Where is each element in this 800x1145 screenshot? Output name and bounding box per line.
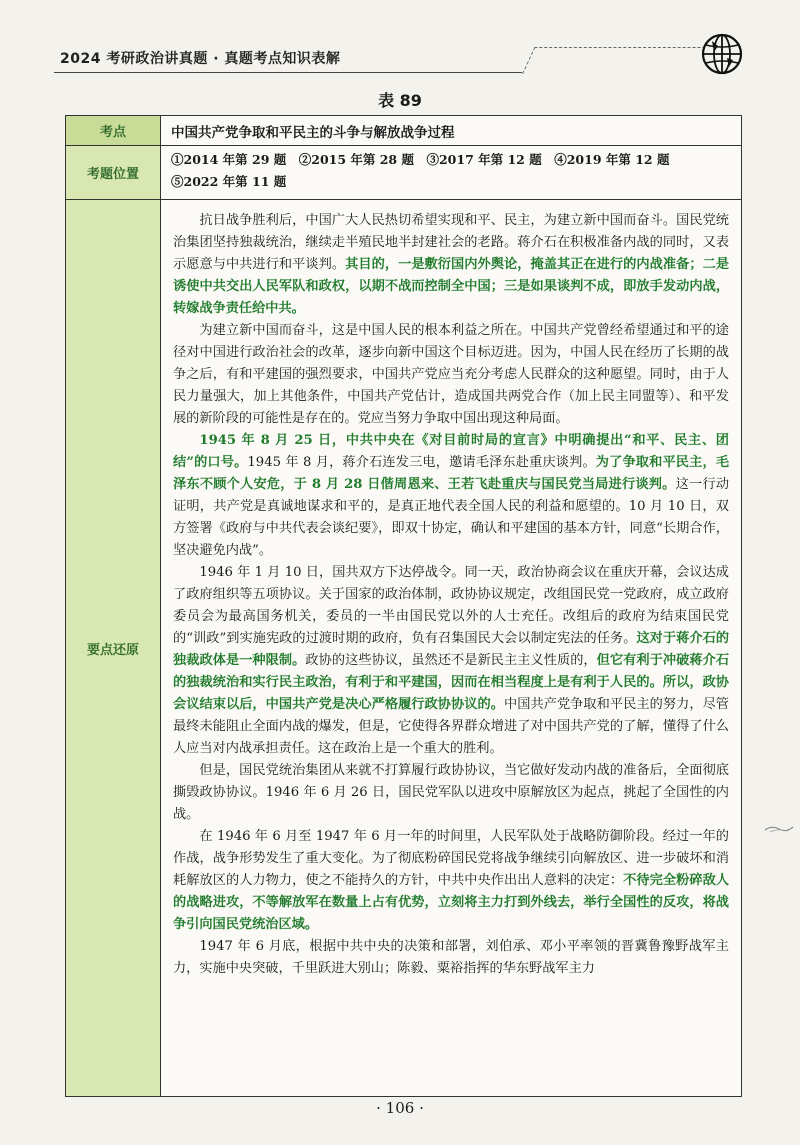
body-text: 中国共产党争取和平民主的努力，尽管最终未能阻止全面内战的爆发，但是，它使得各界群众增进了对中国共产党的了解，懂得了什么人应当对内战承担责任。这在政治上是一个重大的胜利。 [173, 697, 729, 756]
position-line: ⑤2022 年第 11 题 [171, 174, 287, 189]
body-text: 抗日战争胜利后，中国广大人民热切希望实现和平、民主，为建立新中国而奋斗。国民党统治集团坚持独裁统治，继续走半殖民地半封建社会的老路。蒋介石在积极准备内战的同时，又表示愿意与中共进行和平谈判。 [173, 213, 729, 272]
page-header [54, 32, 744, 77]
position-line: ①2014 年第 29 题 ②2015 年第 28 题 ③2017 年第 12 题 ④2019 年第 12 题 [171, 152, 670, 167]
content-label: 要点还原 [66, 200, 161, 1097]
position-label: 考题位置 [66, 146, 161, 200]
topic-value: 中国共产党争取和平民主的斗争与解放战争过程 [161, 116, 742, 146]
globe-icon [700, 32, 744, 76]
highlighted-text: 二是诱使中共交出人民军队和政权，以期不战而控制全中国； [173, 257, 730, 294]
header-rule [54, 72, 522, 73]
topic-row [66, 116, 742, 146]
body-text: 这一行动证明，共产党是真诚地谋求和平的，是真正地代表全国人民的利益和愿望的。10 月 10 日，双方签署《政府与中共代表会谈纪要》，即双十协定，确认和平建国的基本方针，同意“长期合作，坚决避免内战”。 [173, 477, 730, 558]
highlighted-text: 这对于蒋介石的独裁政体是一种限制。 [173, 631, 730, 668]
body-paragraph [173, 210, 729, 320]
position-row [66, 146, 742, 200]
highlighted-text: 三是如果谈判不成，即放手发动内战，转嫁战争责任给中共。 [173, 279, 730, 316]
body-text: 1946 年 1 月 10 日，国共双方下达停战令。同一天，政治协商会议在重庆开幕，会议达成了政府组织等五项协议。关于国家的政治体制，政协协议规定，改组国民党一党政府，成立政府委员会为最高国务机关，委员的一半由国民党以外的人士充任。改组后的政府为结束国民党的“训政”到实施宪政的过渡时期的政府，负有召集国民大会以制定宪法的任务。 [173, 565, 729, 646]
content-row [66, 200, 742, 1097]
table-caption: 表 89 [378, 91, 422, 110]
highlighted-text: 但它有利于冲破蒋介石的独裁统治和实行民主政治，有利于和平建国，因而在相当程度上是有利于人民的。所以，政协会议结束以后，中国共产党是决心严格履行政协协议的。 [173, 653, 730, 712]
body-text: 1947 年 6 月底，根据中共中央的决策和部署，刘伯承、邓小平率领的晋冀鲁豫野战军主力，实施中央突破，千里跃进大别山；陈毅、粟裕指挥的华东野战军主力 [173, 939, 729, 976]
body-paragraph [173, 562, 729, 760]
position-value [161, 146, 742, 200]
topic-label: 考点 [66, 116, 161, 146]
body-paragraph [173, 936, 729, 980]
body-paragraph [173, 760, 729, 826]
body-paragraph [173, 430, 729, 562]
body-paragraph [173, 826, 729, 936]
page-number: · 106 · [376, 1099, 424, 1117]
highlighted-text: 为了争取和平民主，毛泽东不顾个人安危，于 8 月 28 日偕周恩来、王若飞赴重庆与国民党当局进行谈判。 [173, 455, 730, 492]
margin-mark [764, 822, 794, 834]
body-text: 1945 年 8 月，蒋介石连发三电，邀请毛泽东赴重庆谈判。 [247, 455, 596, 470]
highlighted-text: 其目的，一是敷衍国内外舆论，掩盖其正在进行的内战准备； [345, 257, 703, 272]
body-text: 为建立新中国而奋斗，这是中国人民的根本利益之所在。中国共产党曾经希望通过和平的途径对中国进行政治社会的改革，逐步向新中国这个目标迈进。因为，中国人民在经历了长期的战争之后，有和平建国的强烈要求，中国共产党应当充分考虑人民群众的这种愿望。同时，由于人民力量强大，加上其他条件，中国共产党估计，造成国共两党合作（加上民主同盟等）、和平发展的新阶段的可能性是存在的。党应当努力争取中国出现这种局面。 [173, 323, 729, 426]
highlighted-text: 1945 年 8 月 25 日，中共中央在《对目前时局的宣言》中明确提出“和平、民主、团结”的口号。 [173, 433, 729, 470]
header-dashed-rule [522, 47, 706, 74]
highlighted-text: 不待完全粉碎敌人的战略进攻，不等解放军在数量上占有优势，立刻将主力打到外线去，举行全国性的反攻，将战争引向国民党统治区域。 [173, 873, 730, 932]
book-title: 2024 考研政治讲真题 · 真题考点知识表解 [60, 51, 341, 67]
content-body [161, 200, 742, 1097]
knowledge-table [65, 115, 742, 1097]
body-text: 政协的这些协议，虽然还不是新民主主义性质的， [305, 653, 597, 668]
body-paragraph [173, 320, 729, 430]
body-text: 在 1946 年 6 月至 1947 年 6 月一年的时间里，人民军队处于战略防御阶段。经过一年的作战，战争形势发生了重大变化。为了彻底粉碎国民党将战争继续引向解放区、进一步破坏和消耗解放区的人力物力，使之不能持久的方针，中共中央作出出人意料的决定： [173, 829, 729, 888]
body-text: 但是，国民党统治集团从来就不打算履行政协协议，当它做好发动内战的准备后，全面彻底撕毁政协协议。1946 年 6 月 26 日，国民党军队以进攻中原解放区为起点，挑起了全国性的内战。 [173, 763, 729, 822]
